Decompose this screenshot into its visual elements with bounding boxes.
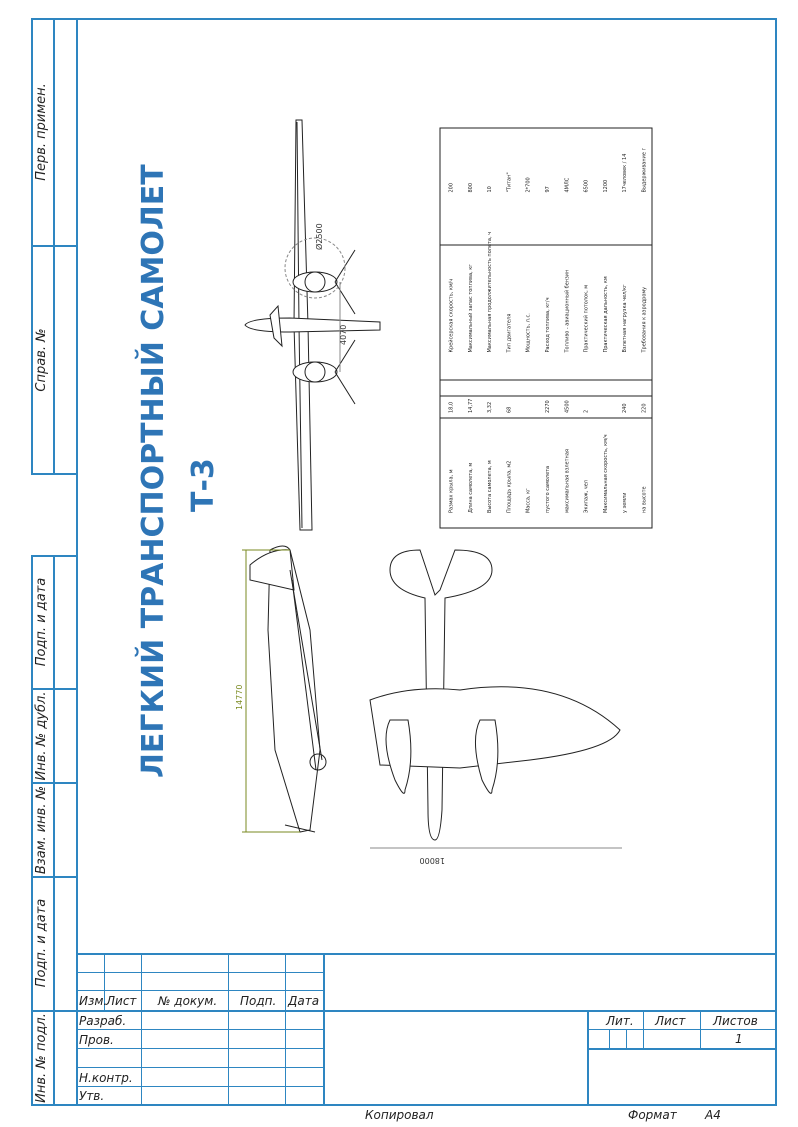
side-label-inv-no-dubl: Инв. № дубл. <box>34 691 49 781</box>
aircraft-drawing <box>230 110 670 870</box>
left-row-label-0: Размах крыла, м <box>448 469 455 513</box>
right-row-value-10: Выдерживание г <box>641 147 648 193</box>
tb-podp: Подп. <box>240 994 277 1008</box>
tb-h-row2 <box>77 972 324 973</box>
footer-kopiroval: Копировал <box>365 1108 434 1122</box>
strip-lower-left <box>31 555 33 1106</box>
tb-v-listov-col <box>700 1010 701 1049</box>
side-view-aircraft <box>242 546 326 832</box>
right-row-label-8: Практическая дальность, км <box>602 276 609 353</box>
left-row-value-3: 68 <box>506 406 513 413</box>
left-row-label-1: Длина самолета, м <box>467 462 474 513</box>
right-row-value-2: 10 <box>487 186 494 193</box>
tb-v-podp <box>285 953 286 1106</box>
left-row-value-5: 2270 <box>545 400 551 413</box>
right-row-label-9: Взлетная нагрузка чел/кг <box>622 284 629 353</box>
tb-v-list <box>141 953 142 1106</box>
tb-h-r5 <box>77 1029 324 1030</box>
dim-length-label: 14770 <box>235 684 244 710</box>
right-row-value-4: 2*700 <box>525 177 532 193</box>
right-row-label-7: Практический потолок, м <box>583 284 590 353</box>
tb-h-lit-2 <box>587 1048 777 1050</box>
left-row-label-7: Экипаж, чел <box>583 479 590 513</box>
left-row-value-10: 220 <box>641 403 648 413</box>
left-row-label-10: на высоте <box>641 486 648 513</box>
left-row-value-1: 14,77 <box>467 398 474 413</box>
right-row-value-7: 6500 <box>583 179 590 193</box>
side-label-vzam-inv-no: Взам. инв. № <box>34 785 49 875</box>
plan-view-aircraft <box>370 550 622 848</box>
right-row-label-5: Расход топлива, кг/ч <box>545 297 551 353</box>
frame-left-inner <box>76 18 78 1106</box>
left-row-value-0: 18,0 <box>448 401 455 413</box>
frame-bottom <box>31 1104 777 1106</box>
side-label-inv-no-podl: Инв. № подл. <box>34 1013 49 1103</box>
dim-track-label: 4070 <box>339 324 348 345</box>
frame-right <box>775 18 777 1106</box>
tb-list-hdr: Лист <box>655 1014 686 1028</box>
right-row-value-3: "Титан" <box>506 172 513 193</box>
tb-lit: Лит. <box>606 1014 634 1028</box>
right-row-label-4: Мощность, л.с. <box>525 313 532 353</box>
tb-v-dokum <box>228 953 229 1106</box>
left-row-label-8: Максимальная скорость, км/ч <box>602 434 609 513</box>
right-row-label-3: Тип двигателя <box>506 313 513 353</box>
right-row-label-6: Топливо - авиационный бензин <box>564 269 571 353</box>
left-row-value-6: 4500 <box>564 400 571 413</box>
footer-format-value: А4 <box>705 1108 721 1122</box>
right-row-value-8: 1200 <box>602 179 609 193</box>
left-row-label-6: максимальная взлетная <box>564 449 571 513</box>
strip-lower-vdiv <box>53 555 55 1106</box>
left-row-value-2: 3,32 <box>487 401 494 413</box>
left-row-label-4: Масса, кг <box>525 488 532 513</box>
tb-izm: Изм. <box>79 994 108 1008</box>
tb-top <box>77 953 777 955</box>
frame-top <box>77 18 777 20</box>
tb-listov-value: 1 <box>735 1032 743 1046</box>
spec-table <box>440 128 652 528</box>
tb-data: Дата <box>288 994 320 1008</box>
tb-no-dokum: № докум. <box>158 994 218 1008</box>
tb-n-kontr: Н.контр. <box>79 1071 133 1085</box>
strip-upper-vdiv <box>53 18 55 474</box>
tb-listov: Листов <box>713 1014 758 1028</box>
tb-v-list-col <box>643 1010 644 1049</box>
dim-prop-label: Ø2500 <box>315 223 324 250</box>
dim-wingspan-label: 18000 <box>419 856 445 865</box>
left-row-label-5: пустого самолета <box>545 465 551 513</box>
right-row-label-2: Максимальная продолжительность полета, ч <box>487 231 494 353</box>
tb-razrab: Разраб. <box>79 1014 127 1028</box>
left-row-label-2: Высота самолета, м <box>487 460 494 513</box>
right-row-value-5: 97 <box>545 186 551 193</box>
tb-list: Лист <box>106 994 137 1008</box>
side-label-perv-primen: Перв. примен. <box>34 83 49 181</box>
right-row-value-0: 200 <box>448 182 455 193</box>
tb-h-header <box>77 1010 777 1012</box>
tb-v-lit-a <box>609 1029 610 1049</box>
title-line2: Т-3 <box>186 458 221 512</box>
side-label-podp-data-1: Подп. и дата <box>34 577 49 667</box>
top-view-aircraft <box>245 120 380 530</box>
tb-h-lit-1 <box>587 1029 777 1030</box>
left-row-label-3: Площадь крыла, м2 <box>506 460 513 513</box>
tb-utv: Утв. <box>79 1089 105 1103</box>
right-row-label-10: Требования к аэродрому <box>641 286 648 353</box>
left-row-label-9: у земли <box>622 492 629 513</box>
tb-h-r6 <box>77 1048 324 1049</box>
side-label-sprav-no: Справ. № <box>34 328 49 392</box>
right-row-label-0: Крейсерская скорость, км/ч <box>448 278 455 353</box>
side-label-podp-data-2: Подп. и дата <box>34 898 49 988</box>
title-line1: ЛЕГКИЙ ТРАНСПОРТНЫЙ САМОЛЕТ <box>136 164 171 778</box>
right-row-label-1: Максимальный запас топлива, кг <box>467 264 474 353</box>
tb-h-r7 <box>77 1067 324 1068</box>
tb-prov: Пров. <box>79 1033 114 1047</box>
footer-format: Формат <box>628 1108 677 1122</box>
tb-v-lit-b <box>626 1029 627 1049</box>
tb-v-data <box>323 953 325 1106</box>
tb-v-lit <box>587 1010 589 1106</box>
left-row-value-7: 2 <box>583 409 590 413</box>
left-row-value-9: 240 <box>622 403 629 413</box>
tb-h-row3 <box>77 990 324 991</box>
right-row-value-1: 800 <box>467 182 474 193</box>
tb-h-r8 <box>77 1086 324 1087</box>
right-row-value-9: 17человек / 14 <box>622 153 629 193</box>
right-row-value-6: 4МЛС <box>564 177 571 193</box>
